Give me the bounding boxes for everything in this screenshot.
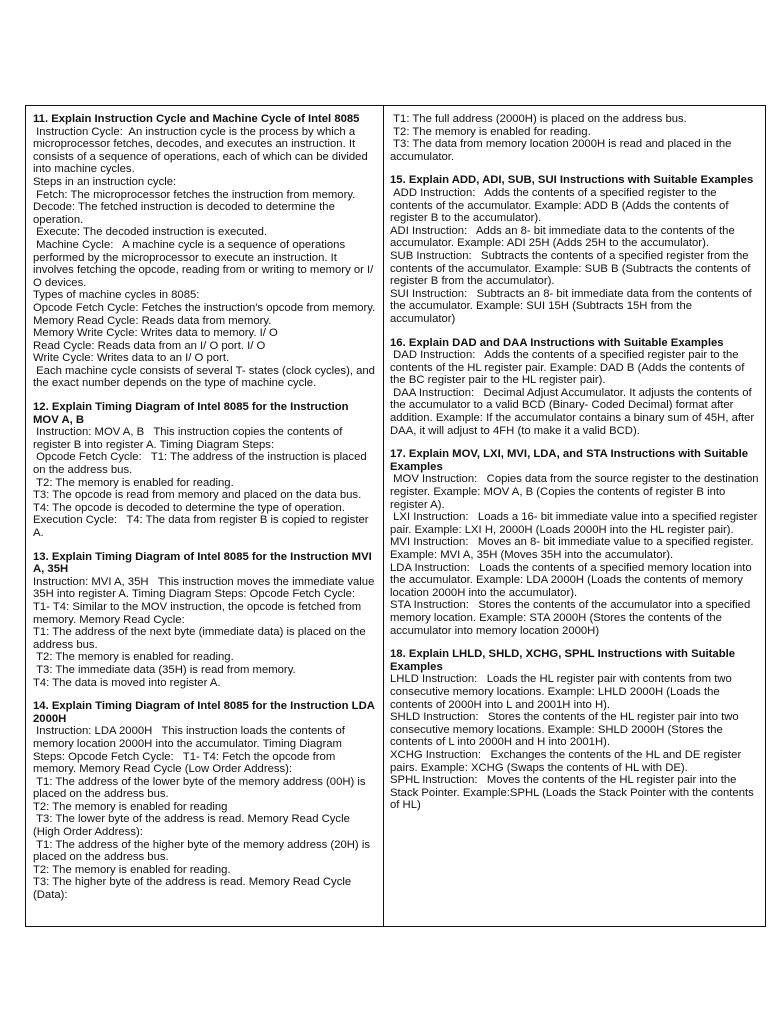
- text-line: T2: The memory is enabled for reading: [33, 800, 228, 813]
- text-line: LXI Instruction: Loads a 16- bit immediate value into a specified register pair. Example: LXI H, 2000H (Loads 2000H into the HL register pair).: [390, 511, 761, 536]
- text-line: T3: The opcode is read from memory and placed on the data bus.: [33, 489, 362, 502]
- text-line: SPHL Instruction: Moves the contents of the HL register pair into the Stack Pointer. Example:SPHL (Loads the Stack Pointer with the contents of HL): [390, 774, 757, 812]
- question-title: 13. Explain Timing Diagram of Intel 8085 for the Instruction MVI A, 35H: [33, 550, 372, 576]
- question-12: [33, 401, 377, 540]
- text-line: Instruction: MOV A, B This instruction copies the contents of register B into register A. Timing Diagram Steps:: [33, 426, 346, 451]
- text-line: Opcode Fetch Cycle: T1: The address of the instruction is placed on the address bus.: [33, 451, 370, 477]
- text-line: Instruction: MVI A, 35H This instruction moves the immediate value 35H into register A. Timing Diagram Steps: Opcode Fetch Cycle: T1- T4: Similar to the MOV instruction, the opcode is fetched from memory. Memory Read Cycle:: [33, 575, 378, 626]
- text-line: SUB Instruction: Subtracts the contents of a specified register from the contents of the accumulator. Example: SUB B (Subtracts the contents of register B from the accumulator).: [390, 249, 754, 288]
- text-line: Instruction Cycle: An instruction cycle is the process by which a microprocessor fetches, decodes, and executes an instruction. It consists of a sequence of operations, each of which can be divided into machine cycles.: [33, 125, 371, 176]
- text-line: Instruction: LDA 2000H This instruction loads the contents of memory location 2000H into the accumulator. Timing Diagram Steps: Opcode Fetch Cycle: T1- T4: Fetch the opcode from memory. Memory Read Cycle (Low Order Address):: [33, 725, 349, 776]
- text-line: Memory Read Cycle: Reads data from memory.: [33, 314, 272, 327]
- text-line: Steps in an instruction cycle:: [33, 175, 177, 188]
- question-13: [33, 551, 377, 690]
- text-line: MOV Instruction: Copies data from the source register to the destination register. Example: MOV A, B (Copies the contents of register B into register A).: [390, 473, 762, 511]
- question-title: 17. Explain MOV, LXI, MVI, LDA, and STA Instructions with Suitable Examples: [390, 448, 748, 473]
- text-line: T2: The memory is enabled for reading.: [33, 651, 234, 664]
- text-line: Each machine cycle consists of several T- states (clock cycles), and the exact number depends on the type of machine cycle.: [33, 364, 379, 390]
- text-line: T1: The address of the higher byte of the memory address (20H) is placed on the address bus.: [33, 838, 374, 864]
- text-line: Types of machine cycles in 8085:: [33, 289, 200, 302]
- notes-page-frame: [25, 105, 766, 927]
- text-line: Execution Cycle: T4: The data from register B is copied to register A.: [33, 514, 372, 539]
- text-line: Fetch: The microprocessor fetches the instruction from memory.: [33, 188, 356, 201]
- question-title: 15. Explain ADD, ADI, SUB, SUI Instructions with Suitable Examples: [390, 174, 754, 187]
- text-line: T4: The data is moved into register A.: [33, 676, 221, 689]
- question-17: [390, 448, 762, 637]
- text-line: STA Instruction: Stores the contents of the accumulator into a specified memory location. Example: STA 2000H (Stores the contents of the accumulator into memory location 2000H): [390, 599, 754, 637]
- text-line: ADI Instruction: Adds an 8- bit immediate data to the contents of the accumulator. Example: ADI 25H (Adds 25H to the accumulator).: [390, 224, 738, 250]
- question-title: 12. Explain Timing Diagram of Intel 8085 for the Instruction MOV A, B: [33, 401, 349, 426]
- text-line: T2: The memory is enabled for reading.: [33, 476, 234, 489]
- right-column: [384, 106, 765, 926]
- text-line: XCHG Instruction: Exchanges the contents of the HL and DE register pairs. Example: XCHG (Swaps the contents of HL with DE).: [390, 748, 745, 774]
- text-line: Opcode Fetch Cycle: Fetches the instruction's opcode from memory.: [33, 301, 376, 314]
- text-line: T1: The address of the next byte (immediate data) is placed on the address bus.: [33, 626, 369, 651]
- text-line: T1: The full address (2000H) is placed on the address bus.: [390, 113, 687, 125]
- question-14: [33, 700, 377, 902]
- text-line: LHLD Instruction: Loads the HL register pair with contents from two consecutive memory locations. Example: LHLD 2000H (Loads the contents of 2000H into L and 2001H into H).: [390, 673, 735, 711]
- text-line: Memory Write Cycle: Writes data to memory. I/ O: [33, 327, 278, 340]
- question-18: [390, 648, 759, 812]
- text-line: T3: The data from memory location 2000H is read and placed in the accumulator.: [390, 138, 735, 163]
- text-line: T2: The memory is enabled for reading.: [33, 863, 231, 876]
- text-line: T3: The higher byte of the address is read. Memory Read Cycle (Data):: [33, 876, 355, 902]
- question-title: 16. Explain DAD and DAA Instructions with Suitable Examples: [390, 336, 724, 349]
- question-14-continued: [390, 113, 759, 163]
- text-line: T3: The lower byte of the address is read. Memory Read Cycle (High Order Address):: [33, 813, 354, 839]
- text-line: T4: The opcode is decoded to determine the type of operation.: [33, 501, 345, 514]
- text-line: DAA Instruction: Decimal Adjust Accumulator. It adjusts the contents of the accumulator to a valid BCD (Binary- Coded Decimal) format after addition. Example: If the accumulator contains a binary sum of 45H, after DAA, it will adjust to 4FH (to make it a valid BCD).: [390, 386, 758, 437]
- question-15: [390, 174, 759, 325]
- text-line: T2: The memory is enabled for reading.: [390, 125, 591, 138]
- text-line: Write Cycle: Writes data to an I/ O port.: [33, 352, 230, 365]
- text-line: LDA Instruction: Loads the contents of a specified memory location into the accumulator. Example: LDA 2000H (Loads the contents of memory location 2000H into the accumulator).: [390, 561, 755, 599]
- question-title: 14. Explain Timing Diagram of Intel 8085 for the Instruction LDA 2000H: [33, 700, 375, 725]
- text-line: Machine Cycle: A machine cycle is a sequence of operations performed by the microprocessor to execute an instruction. It involves fetching the opcode, reading from or writing to memory or I/ O devices.: [33, 238, 377, 289]
- question-title: 18. Explain LHLD, SHLD, XCHG, SPHL Instructions with Suitable Examples: [390, 648, 736, 673]
- text-line: Execute: The decoded instruction is executed.: [33, 226, 268, 239]
- left-column: [26, 106, 384, 926]
- question-16: [390, 337, 759, 438]
- text-line: T3: The immediate data (35H) is read from memory.: [33, 663, 296, 676]
- text-line: SUI Instruction: Subtracts an 8- bit immediate data from the contents of the accumulator. Example: SUI 15H (Subtracts 15H from the accumulator): [390, 287, 755, 325]
- text-line: Read Cycle: Reads data from an I/ O port. I/ O: [33, 339, 266, 352]
- text-line: SHLD Instruction: Stores the contents of the HL register pair into two consecutive memory locations. Example: SHLD 2000H (Stores the contents of L into 2000H and H into 2001H).: [390, 711, 742, 749]
- text-line: ADD Instruction: Adds the contents of a specified register to the contents of the accumulator. Example: ADD B (Adds the contents of register B to the accumulator).: [390, 186, 732, 225]
- text-line: Decode: The fetched instruction is decoded to determine the operation.: [33, 201, 338, 226]
- question-11: [33, 113, 377, 390]
- question-title: 11. Explain Instruction Cycle and Machine Cycle of Intel 8085: [33, 113, 360, 125]
- text-line: DAD Instruction: Adds the contents of a specified register pair to the contents of the HL register pair. Example: DAD B (Adds the contents of the BC register pair to the HL register pair).: [390, 349, 748, 387]
- text-line: T1: The address of the lower byte of the memory address (00H) is placed on the address bus.: [33, 775, 369, 801]
- text-line: MVI Instruction: Moves an 8- bit immediate value to a specified register. Example: MVI A, 35H (Moves 35H into the accumulator).: [390, 536, 757, 561]
